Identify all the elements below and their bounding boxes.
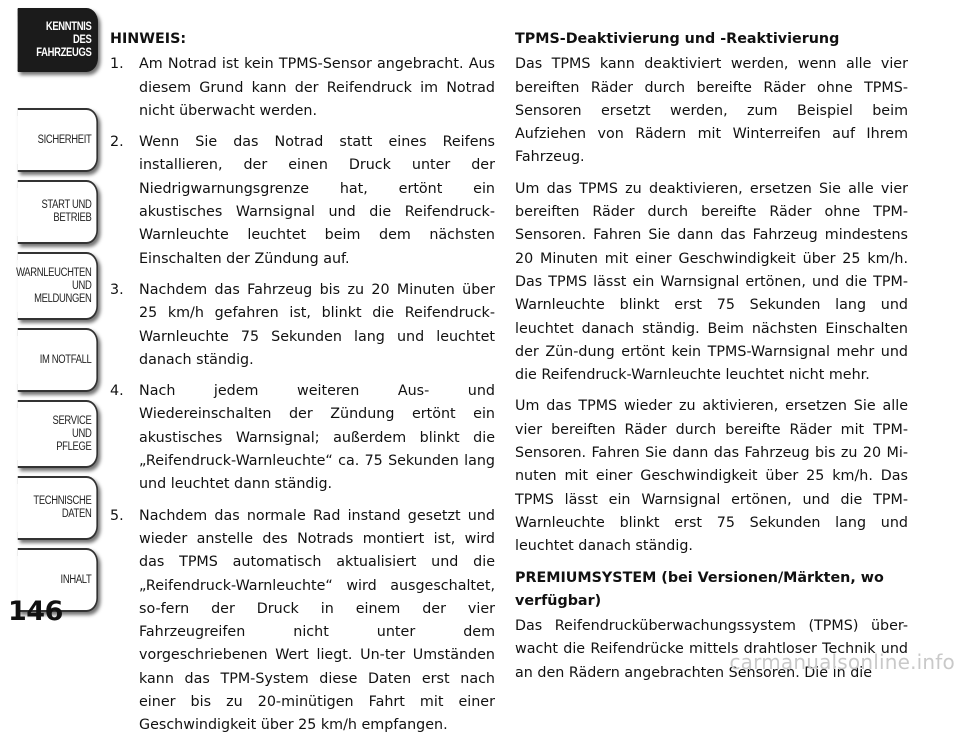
- list-item: [110, 380, 495, 496]
- body-paragraph: Das TPMS kann deaktiviert werden, wenn alle vier bereiften Räder durch bereifte Räder ohne TPMS-Sensoren ersetzt werden, zum Beispiel beim Aufziehen von Rädern mit Winterreifen auf Ihrem Fahrzeug.: [515, 56, 908, 166]
- list-item: [110, 53, 495, 123]
- list-item-number: 1.: [110, 56, 124, 73]
- list-item-text: Nachdem das Fahrzeug bis zu 20 Minuten über 25 km/h gefahren ist, blinkt die Reifendruck-Warnleuchte 75 Sekunden lang und leuchtet danach ständig.: [139, 281, 495, 368]
- list-item-number: 4.: [110, 383, 124, 400]
- note-heading: HINWEIS:: [110, 31, 187, 47]
- note-list: [110, 53, 495, 737]
- body-paragraph: Um das TPMS wieder zu aktivieren, ersetzen Sie alle vier bereiften Räder durch bereifte Räder mit TPM-Sensoren. Fahren Sie dann das Fahrzeug bis zu 20 Mi-nuten mit einer Geschwindigkeit über 25 km/h. Das TPMS lässt ein Warnsignal ertönen, und die TPM-Warnleuchte blinkt erst 75 Sekunden lang und leuchtet danach ständig.: [515, 398, 908, 555]
- tab-sicherheit[interactable]: SICHERHEIT: [18, 108, 98, 172]
- left-column: [110, 28, 495, 746]
- body-paragraph: Das Reifendrucküberwachungssystem (TPMS) über-wacht die Reifendrücke mittels drahtloser Technik und an den Rädern angebrachten Sensoren. Die in die: [515, 618, 908, 681]
- list-item-text: Wenn Sie das Notrad statt eines Reifens installieren, der einen Druck unter der Niedrigwarnungsgrenze hat, ertönt ein akustisches Warnsignal und die Reifendruck-Warnleuchte leuchtet beim dem nächsten Einschalten der Zündung auf.: [139, 134, 495, 267]
- tab-warnleuchten-und-meldungen[interactable]: WARNLEUCHTEN UND MELDUNGEN: [18, 252, 98, 320]
- tab-im-notfall[interactable]: IM NOTFALL: [18, 328, 98, 392]
- list-item-text: Nachdem das normale Rad instand gesetzt und wieder anstelle des Notrads montiert ist, wird das TPMS automatisch aktualisiert und die „Reifendruck-Warnleuchte“ wird ausgeschaltet, so-fern der Druck in einem der vier Fahrzeugreifen nicht unter dem vorgeschriebenen Wert liegt. Un-ter Umständen kann das TPM-System diese Daten erst nach einer bis zu 20-minütigen Fahrt mit einer Geschwindigkeit über 25 km/h empfangen.: [139, 507, 495, 734]
- section-heading-tpms-deactivation: TPMS-Deaktivierung und -Reaktivierung: [515, 31, 840, 47]
- list-item-text: Nach jedem weiteren Aus- und Wiedereinschalten der Zündung ertönt ein akustisches Warnsignal; außerdem blinkt die „Reifendruck-Warnleuchte“ ca. 75 Sekunden lang und leuchtet dann ständig.: [139, 383, 495, 493]
- tab-kenntnis-des-fahrzeugs[interactable]: KENNTNIS DES FAHRZEUGS: [18, 8, 98, 72]
- tab-inhalt[interactable]: INHALT: [18, 548, 98, 612]
- list-item-number: 5.: [110, 507, 124, 524]
- list-item-number: 3.: [110, 281, 124, 298]
- section-heading-premium-system: PREMIUMSYSTEM (bei Versionen/Märkten, wo verfügbar): [515, 569, 884, 609]
- list-item-number: 2.: [110, 134, 124, 151]
- page-number: 146: [8, 596, 63, 627]
- chapter-sidebar: [0, 0, 100, 600]
- tab-service-und-pflege[interactable]: SERVICE UND PFLEGE: [18, 400, 98, 468]
- watermark: carmanualsonline.info: [729, 650, 955, 674]
- list-item: [110, 131, 495, 271]
- tab-technische-daten[interactable]: TECHNISCHE DATEN: [18, 476, 98, 540]
- list-item: [110, 505, 495, 738]
- tab-start-und-betrieb[interactable]: START UND BETRIEB: [18, 180, 98, 244]
- list-item: [110, 279, 495, 372]
- list-item-text: Am Notrad ist kein TPMS-Sensor angebracht. Aus diesem Grund kann der Reifendruck im Notrad nicht überwacht werden.: [139, 56, 495, 119]
- right-column: [515, 28, 908, 693]
- body-paragraph: Um das TPMS zu deaktivieren, ersetzen Sie alle vier bereiften Räder durch bereifte Räder ohne TPM-Sensoren. Fahren Sie dann das Fahrzeug mindestens 20 Minuten mit einer Geschwindigkeit über 25 km/h. Das TPMS lässt ein Warnsignal ertönen, und die TPM-Warnleuchte blinkt erst 75 Sekunden lang und leuchtet danach ständig. Beim nächsten Einschalten der Zün-dung ertönt kein TPMS-Warnsignal mehr und die Reifendruck-Warnleuchte leuchtet nicht mehr.: [515, 180, 908, 384]
